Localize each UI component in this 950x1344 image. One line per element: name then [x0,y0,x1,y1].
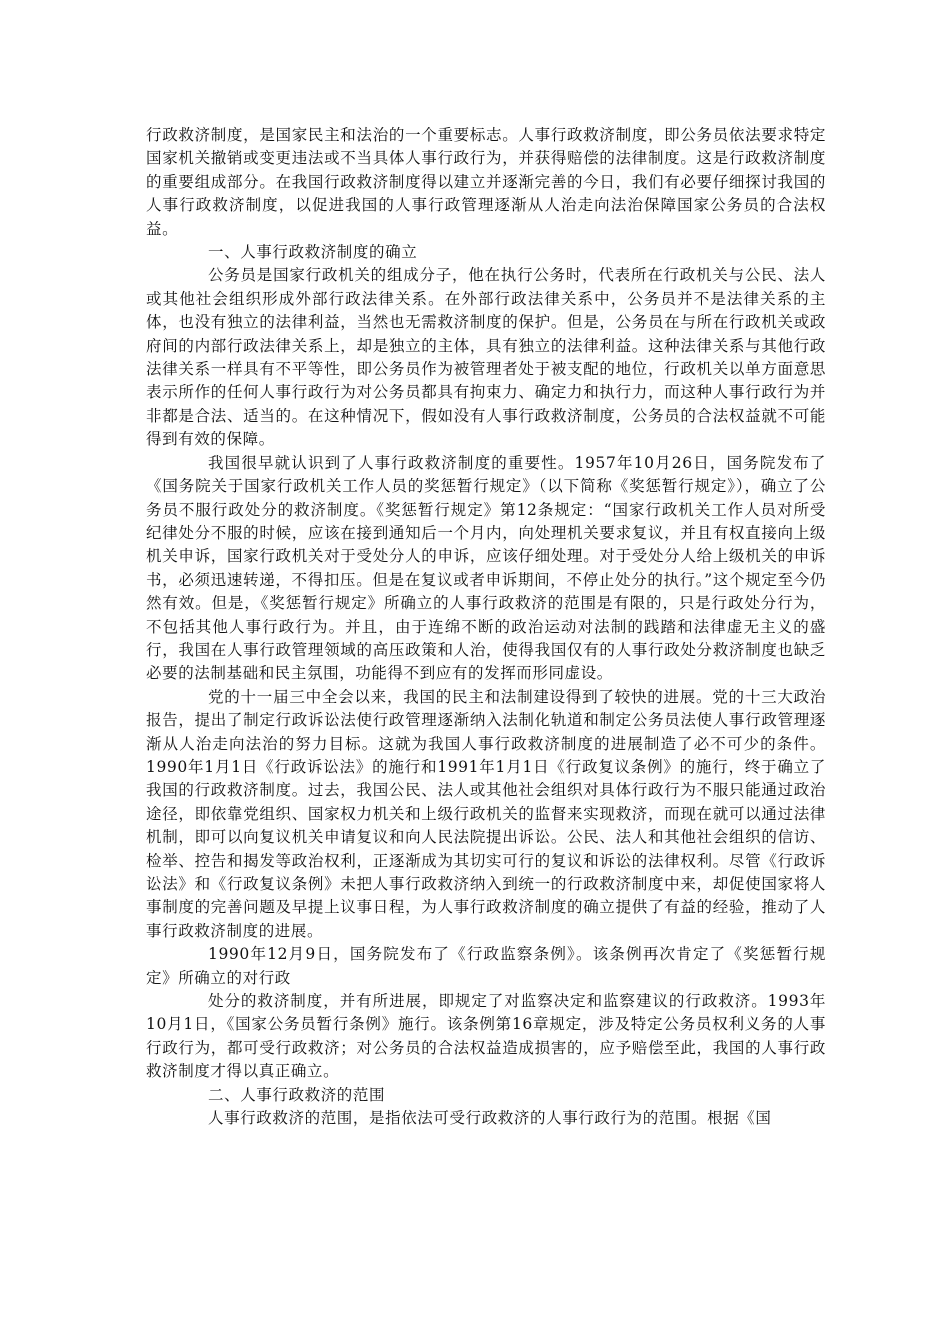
paragraph-civil-servant: 公务员是国家行政机关的组成分子，他在执行公务时，代表所在行政机关与公民、法人或其他社会组织形成外部行政法律关系。在外部行政法律关系中，公务员并不是法律关系的主体，也没有独立的法律利益，当然也无需救济制度的保护。但是，公务员在与所在行政机关或政府间的内部行政法律关系上，却是独立的主体，具有独立的法律利益。这种法律关系与其他行政法律关系一样具有不平等性，即公务员作为被管理者处于被支配的地位，行政机关以单方面意思表示所作的任何人事行政行为对公务员都具有拘束力、确定力和执行力，而这种人事行政行为并非都是合法、适当的。在这种情况下，假如没有人事行政救济制度，公务员的合法权益就不可能得到有效的保障。 [146,266,826,449]
paragraph-1990-supervision: 1990年12月9日，国务院发布了《行政监察条例》。该条例再次肯定了《奖惩暂行规定》所确立的对行政 [146,945,826,987]
section-heading-1: 一、人事行政救济制度的确立 [208,243,418,262]
document-page [146,124,826,1130]
paragraph-scope: 人事行政救济的范围，是指依法可受行政救济的人事行政行为的范围。根据《国 [208,1109,772,1128]
section-heading-2: 二、人事行政救济的范围 [208,1085,386,1104]
paragraph-intro: 行政救济制度，是国家民主和法治的一个重要标志。人事行政救济制度，即公务员依法要求特定国家机关撤销或变更违法或不当具体人事行政行为，并获得赔偿的法律制度。这是行政救济制度的重要组成部分。在我国行政救济制度得以建立并逐渐完善的今日，我们有必要仔细探讨我国的人事行政救济制度，以促进我国的人事行政管理逐渐从人治走向法治保障国家公务员的合法权益。 [146,126,826,238]
paragraph-third-plenum: 党的十一届三中全会以来，我国的民主和法制建设得到了较快的进展。党的十三大政治报告，提出了制定行政诉讼法使行政管理逐渐纳入法制化轨道和制定公务员法使人事行政管理逐渐从人治走向法治的努力目标。这就为我国人事行政救济制度的进展制造了必不可少的条件。1990年1月1日《行政诉讼法》的施行和1991年1月1日《行政复议条例》的施行，终于确立了我国的行政救济制度。过去，我国公民、法人或其他社会组织对具体行政行为不服只能通过政治途径，即依靠党组织、国家权力机关和上级行政机关的监督来实现救济，而现在就可以通过法律机制，即可以向复议机关申请复议和向人民法院提出诉讼。公民、法人和其他社会组织的信访、检举、控告和揭发等政治权利，正逐渐成为其切实可行的复议和诉讼的法律权利。尽管《行政诉讼法》和《行政复议条例》未把人事行政救济纳入到统一的行政救济制度中来，却促使国家将人事制度的完善问题及早提上议事日程，为人事行政救济制度的确立提供了有益的经验，推动了人事行政救济制度的进展。 [146,687,826,940]
paragraph-1993-regulation: 处分的救济制度，并有所进展，即规定了对监察决定和监察建议的行政救济。1993年10月1日，《国家公务员暂行条例》施行。该条例第16章规定，涉及特定公务员权利义务的人事行政行为，都可受行政救济；对公务员的合法权益造成损害的，应予赔偿至此，我国的人事行政救济制度才得以真正确立。 [146,992,826,1081]
paragraph-1957-regulation: 我国很早就认识到了人事行政救济制度的重要性。1957年10月26日，国务院发布了《国务院关于国家行政机关工作人员的奖惩暂行规定》（以下简称《奖惩暂行规定》），确立了公务员不服行政处分的救济制度。《奖惩暂行规定》第12条规定：“国家行政机关工作人员对所受纪律处分不服的时候，应该在接到通知后一个月内，向处理机关要求复议，并且有权直接向上级机关申诉，国家行政机关对于受处分人的申诉，应该仔细处理。对于受处分人给上级机关的申诉书，必须迅速转递，不得扣压。但是在复议或者申诉期间，不停止处分的执行。”这个规定至今仍然有效。但是，《奖惩暂行规定》所确立的人事行政救济的范围是有限的，只是行政处分行为，不包括其他人事行政行为。并且，由于连绵不断的政治运动对法制的践踏和法律虚无主义的盛行，我国在人事行政管理领域的高压政策和人治，使得我国仅有的人事行政处分救济制度也缺乏必要的法制基础和民主氛围，功能得不到应有的发挥而形同虚设。 [146,453,826,683]
